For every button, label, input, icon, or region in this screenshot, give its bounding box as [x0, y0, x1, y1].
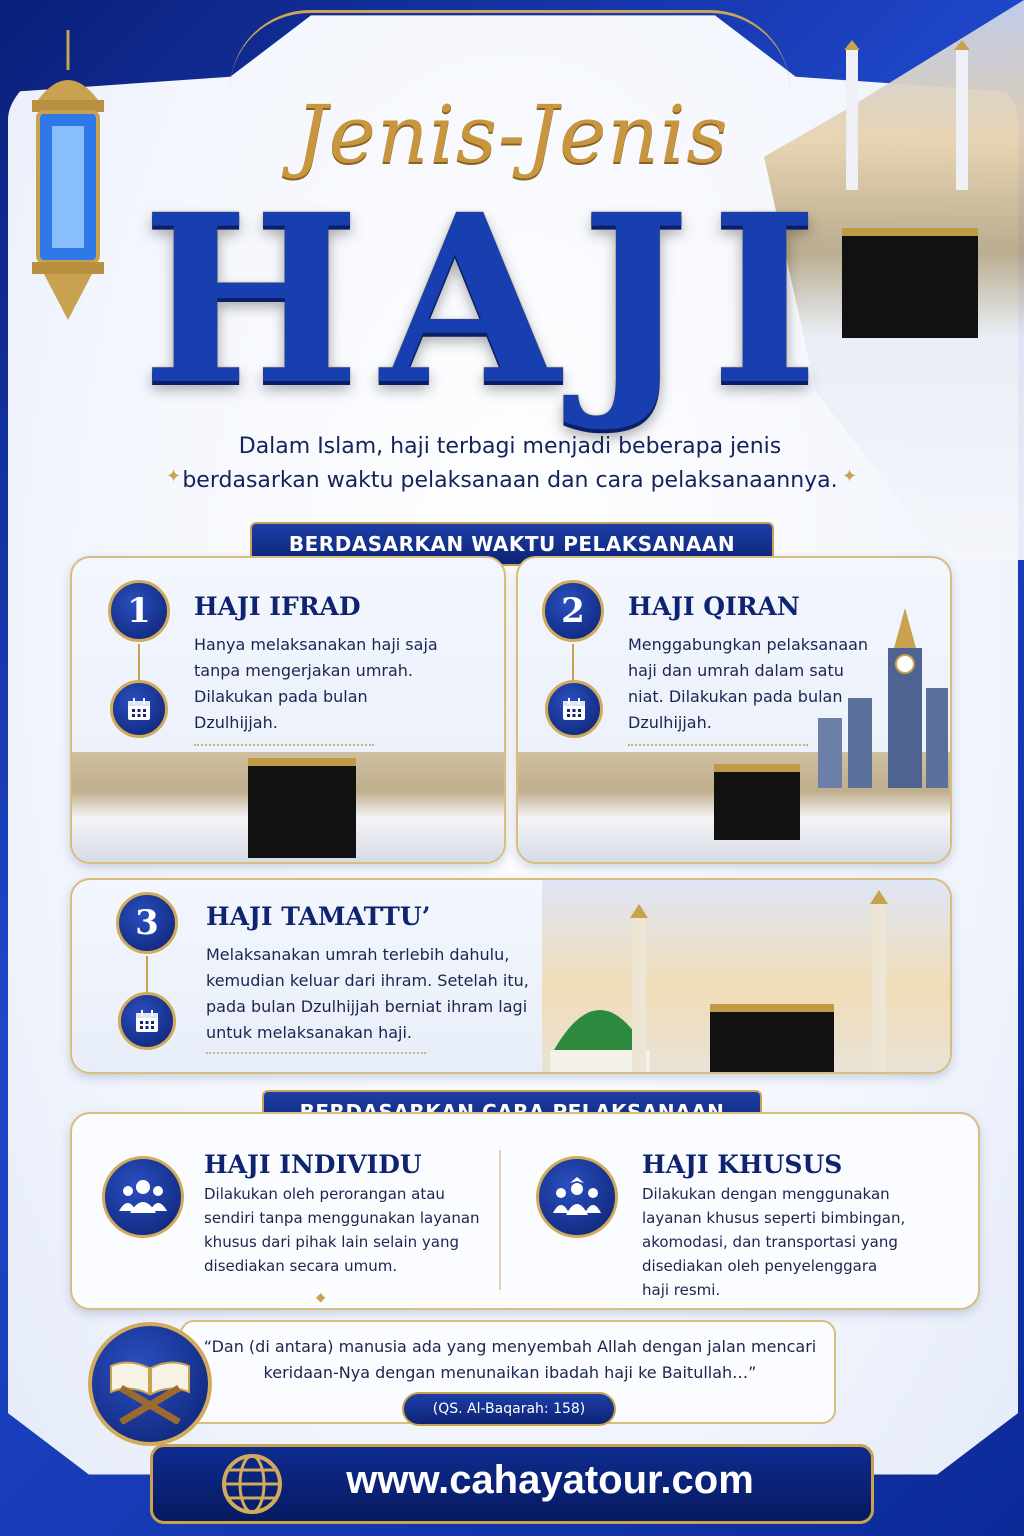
kaaba-icon — [248, 758, 356, 858]
text-line: haji resmi. — [642, 1281, 721, 1299]
section-banner-time: BERDASARKAN WAKTU PELAKSANAAN — [250, 522, 774, 566]
connector-line — [146, 956, 148, 992]
text-line: disediakan oleh penyelenggara — [642, 1257, 878, 1275]
diamond-ornament: ◆ — [316, 1290, 326, 1304]
text-line: niat. Dilakukan pada bulan — [628, 687, 843, 706]
card-title-khusus: HAJI KHUSUS — [642, 1150, 843, 1179]
number-badge-3: 3 — [116, 892, 178, 954]
intro-line-2: berdasarkan waktu pelaksanaan dan cara pelaksanaannya. — [182, 468, 838, 493]
sparkle-icon: ✦ — [842, 466, 858, 487]
kaaba-top-icon — [842, 228, 978, 338]
dotted-divider — [194, 744, 374, 746]
sparkle-icon: ✦ — [166, 466, 182, 487]
number-badge-1: 1 — [108, 580, 170, 642]
text-line: Hanya melaksanakan haji saja — [194, 635, 438, 654]
text-line: tanpa mengerjakan umrah. — [194, 661, 414, 680]
quran-icon — [88, 1322, 212, 1446]
arch-frame — [230, 10, 790, 90]
text-line: sendiri tanpa menggunakan layanan — [204, 1209, 480, 1227]
text-line: akomodasi, dan transportasi yang — [642, 1233, 898, 1251]
quote-reference: (QS. Al-Baqarah: 158) — [402, 1392, 616, 1426]
quote-line: keridaan-Nya dengan menunaikan ibadah haji ke Baitullah…” — [263, 1363, 757, 1382]
dotted-divider — [206, 1052, 426, 1054]
connector-line — [138, 644, 140, 680]
text-line: untuk melaksanakan haji. — [206, 1023, 413, 1042]
card-text-khusus — [642, 1182, 942, 1302]
text-line: Dzulhijjah. — [628, 713, 712, 732]
card-text-qiran — [628, 632, 878, 736]
script-title: Jenis-Jenis — [295, 88, 729, 181]
text-line: kemudian keluar dari ihram. Setelah itu, — [206, 971, 529, 990]
card-title-individu: HAJI INDIVIDU — [204, 1150, 422, 1179]
card-text-individu — [204, 1182, 494, 1278]
calendar-icon — [545, 680, 603, 738]
card-title-tamattu: HAJI TAMATTU’ — [206, 902, 431, 931]
text-line: Dilakukan oleh perorangan atau — [204, 1185, 445, 1203]
text-line: pada bulan Dzulhijjah berniat ihram lagi — [206, 997, 528, 1016]
text-line: Dilakukan dengan menggunakan — [642, 1185, 890, 1203]
text-line: layanan khusus seperti bimbingan, — [642, 1209, 906, 1227]
text-line: haji dan umrah dalam satu — [628, 661, 844, 680]
quote-text — [200, 1334, 820, 1386]
kaaba-icon — [710, 1004, 834, 1074]
number-badge-2: 2 — [542, 580, 604, 642]
dotted-divider — [628, 744, 808, 746]
minaret-icon — [864, 890, 894, 1074]
minaret-icon — [624, 904, 654, 1074]
globe-icon — [220, 1452, 284, 1516]
text-line: disediakan secara umum. — [204, 1257, 398, 1275]
text-line: Dilakukan pada bulan — [194, 687, 368, 706]
text-line: Dzulhijjah. — [194, 713, 278, 732]
website-link[interactable]: www.cahayatour.com — [346, 1458, 754, 1502]
main-title: HAJI — [141, 163, 839, 436]
intro-line-1: Dalam Islam, haji terbagi menjadi beberapa jenis — [238, 434, 782, 459]
text-line: Menggabungkan pelaksanaan — [628, 635, 869, 654]
guided-group-icon — [536, 1156, 618, 1238]
group-people-icon — [102, 1156, 184, 1238]
intro-text — [160, 430, 860, 498]
card-text-tamattu — [206, 942, 546, 1046]
kaaba-icon — [714, 764, 800, 840]
card-divider — [499, 1150, 501, 1290]
text-line: Melaksanakan umrah terlebih dahulu, — [206, 945, 510, 964]
quote-line: “Dan (di antara) manusia ada yang menyembah Allah dengan jalan mencari — [203, 1337, 817, 1356]
card-title-qiran: HAJI QIRAN — [628, 592, 800, 621]
card-title-ifrad: HAJI IFRAD — [194, 592, 361, 621]
connector-line — [572, 644, 574, 680]
text-line: khusus dari pihak lain selain yang — [204, 1233, 460, 1251]
calendar-icon — [110, 680, 168, 738]
card-text-ifrad — [194, 632, 484, 736]
calendar-icon — [118, 992, 176, 1050]
